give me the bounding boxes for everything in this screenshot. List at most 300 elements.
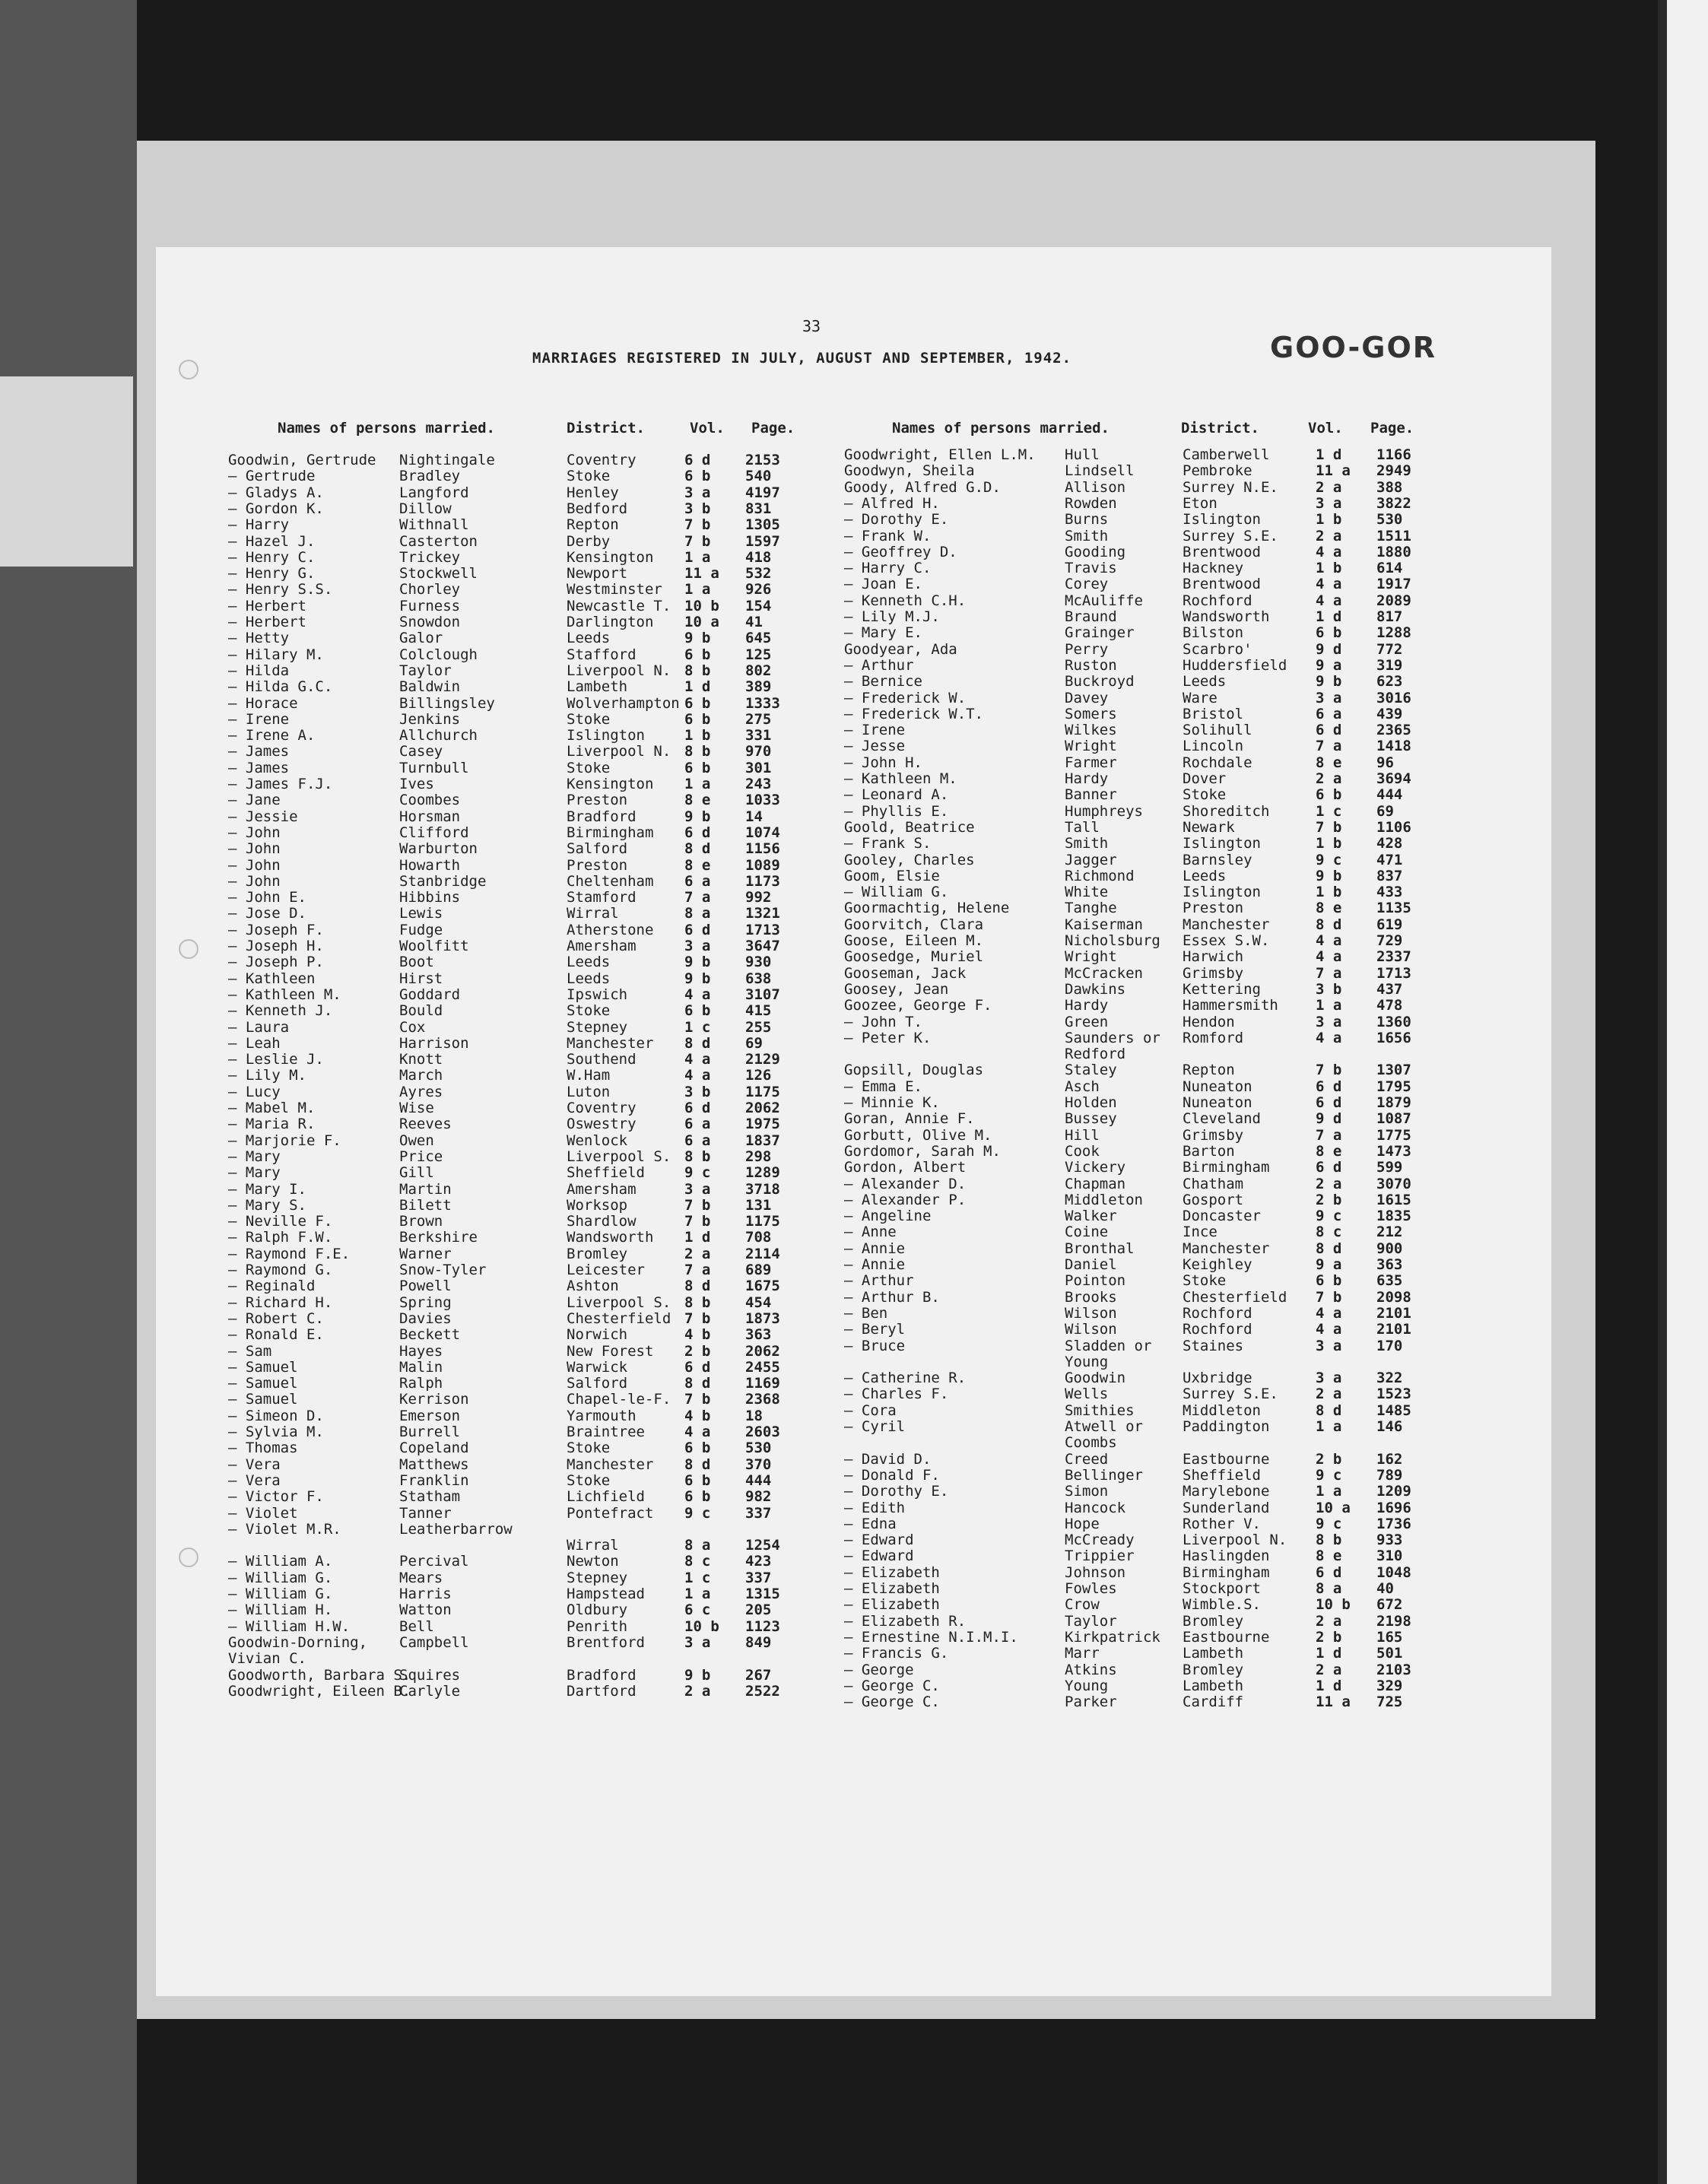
entry-volume: 6 b [1316,786,1342,804]
entry-district: Chatham [1183,1175,1244,1192]
entry-spouse: Chorley [399,581,461,598]
entry-name: — Ronald E. [228,1326,324,1344]
entry-district: Hampstead [567,1586,645,1602]
entry-name: — Arthur B. [844,1288,940,1306]
entry-spouse: Bronthal [1065,1240,1135,1257]
entry-district: Gosport [1183,1191,1244,1208]
entry-spouse: Franklin [399,1471,469,1489]
entry-district: Cleveland [1183,1110,1261,1128]
register-entry [228,534,837,550]
entry-spouse: Rowden [1065,494,1117,512]
entry-volume: 4 b [684,1326,711,1344]
entry-volume: 7 b [684,1213,711,1230]
entry-spouse: Lindsell [1065,462,1135,480]
entry-volume: 6 d [684,824,711,841]
entry-page: 319 [1376,656,1403,674]
entry-district: Manchester [1183,916,1270,933]
register-entry [228,792,837,808]
entry-volume: 10 a [684,614,719,630]
entry-page: 1880 [1376,543,1411,560]
entry-spouse: White [1065,884,1109,901]
entry-volume: 1 b [684,727,711,744]
entry-district: Marylebone [1183,1483,1270,1500]
entry-page: 2101 [1376,1321,1411,1338]
register-entry [228,1116,837,1132]
entry-volume: 9 c [1316,1208,1342,1225]
header-page-left: Page. [751,420,795,436]
entry-page: 2101 [1376,1304,1411,1322]
entry-volume: 3 a [684,484,711,501]
entry-spouse: Brooks [1065,1288,1117,1306]
entry-page: 255 [745,1018,772,1036]
entry-volume: 6 d [684,921,711,938]
entry-name: — Thomas [228,1440,298,1457]
entry-name: — Hilda G.C. [228,678,333,696]
register-entry [228,809,837,825]
entry-district: Pontefract [567,1504,654,1522]
entry-volume: 2 a [1316,1612,1342,1630]
entry-volume: 6 b [684,468,711,485]
entry-volume: 2 a [684,1245,711,1262]
entry-district: Wandsworth [567,1229,654,1246]
entry-name: Goodwyn, Sheila [844,462,975,480]
entry-page: 2114 [745,1245,780,1262]
entry-spouse: Vickery [1065,1159,1126,1176]
entry-district: Wirral [567,905,619,922]
entry-spouse: Simon [1065,1483,1109,1500]
entry-page: 708 [745,1229,772,1246]
entry-name: — Herbert [228,597,306,614]
entry-district: Stepney [567,1569,628,1586]
register-entry [228,1295,837,1311]
entry-page: 1123 [745,1617,780,1635]
entry-spouse: Kerrison [399,1391,469,1408]
entry-page: 2089 [1376,592,1411,609]
register-entry [844,1062,1452,1078]
entry-spouse: Gooding [1065,543,1126,560]
entry-volume: 7 b [684,1309,711,1327]
entry-district: Rochford [1183,1304,1252,1322]
entry-page: 243 [745,776,772,792]
register-entry [228,744,837,760]
register-entry [844,1435,1452,1451]
register-entry [228,1100,837,1116]
register-entry [228,468,837,484]
entry-volume: 6 b [684,1440,711,1457]
entry-volume: 3 b [684,500,711,517]
entry-spouse: Furness [399,597,461,614]
entry-name: — Joseph F. [228,921,324,938]
entry-district: Sunderland [1183,1499,1270,1516]
entry-spouse: Hardy [1065,770,1109,787]
entry-volume: 1 c [684,1569,711,1586]
entry-name: — Sylvia M. [228,1424,324,1440]
entry-volume: 8 e [1316,900,1342,917]
entry-page: 40 [1376,1580,1394,1597]
register-entry [228,938,837,954]
entry-spouse: Kirkpatrick [1065,1628,1160,1646]
entry-page: 1254 [745,1537,780,1554]
register-entry [844,755,1452,771]
entry-volume: 1 b [1316,835,1342,852]
register-entry [844,1160,1452,1176]
register-entry [228,679,837,695]
entry-name: — Frank W. [844,527,932,544]
entry-district: Islington [567,727,645,744]
entry-page: 1360 [1376,1013,1411,1030]
entry-name: — Violet [228,1504,298,1522]
entry-name: — Arthur [844,656,914,674]
entry-volume: 9 c [1316,851,1342,868]
register-entry [228,890,837,906]
entry-name: Goozee, George F. [844,997,992,1014]
entry-page: 212 [1376,1224,1403,1241]
entry-spouse: Asch [1065,1078,1100,1095]
entry-spouse: Atkins [1065,1661,1117,1678]
entry-volume: 3 a [1316,1013,1342,1030]
register-entry [228,1278,837,1294]
entry-spouse: Howarth [399,856,461,874]
entry-district: Penrith [567,1617,628,1635]
entry-district: Nuneaton [1183,1078,1252,1095]
entry-name: — Richard H. [228,1294,333,1311]
entry-name: — James [228,759,290,776]
entry-page: 831 [745,500,772,517]
entry-page: 1175 [745,1213,780,1230]
entry-district: Camberwell [1183,446,1270,463]
entry-name: — William G. [228,1569,333,1586]
entry-volume: 2 a [1316,770,1342,787]
register-entry [228,550,837,566]
entry-volume: 9 b [684,808,711,825]
register-entry [228,1262,837,1278]
entry-page: 1873 [745,1309,780,1327]
register-entry [228,1149,837,1165]
entry-page: 1175 [745,1083,780,1100]
entry-spouse: Allchurch [399,727,478,744]
entry-spouse: Corey [1065,576,1109,593]
header-vol-right: Vol. [1308,420,1343,436]
entry-page: 1305 [745,516,780,534]
entry-spouse: Warburton [399,840,478,858]
entry-district: Keighley [1183,1256,1252,1273]
entry-spouse: Atwell or [1065,1418,1143,1435]
entry-spouse: Richmond [1065,867,1135,884]
register-entry [228,1668,837,1684]
entry-district: Chesterfield [567,1309,671,1327]
entry-spouse: Trickey [399,548,461,566]
entry-page: 1485 [1376,1402,1411,1419]
entry-page: 1333 [745,694,780,712]
entry-district: Luton [567,1083,611,1100]
entry-name: — Elizabeth [844,1580,940,1597]
entry-district: Repton [567,516,619,534]
entry-volume: 3 a [1316,1337,1342,1354]
entry-name: — Hilda [228,662,290,679]
entry-spouse: Marr [1065,1645,1100,1662]
entry-name: — Frederick W. [844,689,967,706]
entry-district: Leeds [1183,867,1227,884]
entry-district: Stoke [1183,1272,1227,1290]
entry-name: — Jose D. [228,905,306,922]
register-entry [844,1614,1452,1630]
entry-spouse: Galor [399,630,443,647]
register-entry [228,1506,837,1522]
entry-page: 2103 [1376,1661,1411,1678]
register-entry [228,1246,837,1262]
entry-volume: 3 a [1316,689,1342,706]
header-vol-left: Vol. [690,420,725,436]
scanner-tab [0,376,133,567]
register-entry [844,674,1452,690]
entry-volume: 6 b [684,710,711,728]
entry-district: Wandsworth [1183,608,1270,625]
entry-district: Southend [567,1051,637,1068]
register-entry [844,852,1452,868]
entry-volume: 10 b [684,597,719,614]
entry-volume: 2 a [1316,478,1342,496]
entry-page: 444 [745,1471,772,1489]
entry-name: — Raymond F.E. [228,1245,351,1262]
entry-spouse: Malin [399,1358,443,1376]
register-entry [228,1198,837,1214]
entry-name: Vivian C. [228,1650,306,1668]
entry-name: — Reginald [228,1278,316,1295]
entry-district: Newcastle T. [567,597,671,614]
entry-spouse: Squires [399,1666,461,1684]
entry-volume: 6 d [1316,1094,1342,1111]
register-entry [844,1208,1452,1224]
register-entry [228,1424,837,1440]
entry-name: — Ralph F.W. [228,1229,333,1246]
entry-name: — Mary S. [228,1196,306,1214]
entry-spouse: Woolfitt [399,938,469,954]
entry-district: Manchester [1183,1240,1270,1257]
entry-name: Gorbutt, Olive M. [844,1126,992,1144]
entry-page: 1166 [1376,446,1411,463]
entry-name: — James F.J. [228,776,333,792]
entry-page: 69 [1376,802,1394,820]
entry-volume: 7 a [1316,738,1342,755]
entry-spouse: Davey [1065,689,1109,706]
entry-spouse: Price [399,1148,443,1165]
entry-spouse: Matthews [399,1455,469,1473]
entry-volume: 6 d [684,452,711,468]
entry-page: 310 [1376,1548,1403,1565]
entry-name: — Angeline [844,1208,932,1225]
entry-spouse: Bradley [399,468,461,485]
entry-volume: 9 b [684,630,711,647]
entry-volume: 8 d [684,1375,711,1392]
entry-district: Brentwood [1183,576,1261,593]
entry-page: 619 [1376,916,1403,933]
register-entry [228,696,837,712]
entry-page: 1307 [1376,1062,1411,1079]
entry-page: 478 [1376,997,1403,1014]
entry-volume: 7 b [684,1391,711,1408]
register-entry [844,625,1452,641]
entry-page: 1879 [1376,1094,1411,1111]
register-entry [844,1014,1452,1030]
entry-page: 126 [745,1067,772,1084]
entry-name: — Samuel [228,1391,298,1408]
entry-spouse: Goddard [399,986,461,1003]
entry-spouse: Staley [1065,1062,1117,1079]
entry-page: 1713 [745,921,780,938]
entry-spouse: Hancock [1065,1499,1126,1516]
register-entry [228,1602,837,1618]
entry-district: Liverpool N. [567,743,671,760]
entry-spouse: Hull [1065,446,1100,463]
entry-volume: 1 d [1316,446,1342,463]
entry-volume: 4 a [1316,1321,1342,1338]
entry-volume: 2 a [1316,1386,1342,1403]
entry-page: 1775 [1376,1126,1411,1144]
entry-district: Leicester [567,1262,645,1278]
entry-volume: 3 a [1316,494,1342,512]
entry-volume: 3 a [684,938,711,954]
punch-hole [179,1548,198,1567]
entry-page: 530 [1376,511,1403,529]
entry-spouse: Coombs [1065,1434,1117,1452]
entry-name: — Emma E. [844,1078,922,1095]
entry-spouse: Gill [399,1164,434,1182]
entry-district: Salford [567,840,628,858]
entry-volume: 4 a [1316,932,1342,949]
entry-district: Stoke [567,1471,611,1489]
entry-volume: 7 b [1316,1062,1342,1079]
entry-volume: 1 a [684,1586,711,1602]
entry-district: Stoke [567,468,611,485]
entry-page: 131 [745,1196,772,1214]
register-entry [228,663,837,679]
entry-volume: 8 e [1316,1142,1342,1160]
entry-page: 1089 [745,856,780,874]
entry-name: — Frederick W.T. [844,705,984,722]
entry-district: Stockport [1183,1580,1261,1597]
entry-page: 1511 [1376,527,1411,544]
entry-name: — Jessie [228,808,298,825]
entry-page: 267 [745,1666,772,1684]
entry-spouse: Martin [399,1180,452,1198]
entry-page: 69 [745,1034,763,1052]
register-entry [844,1273,1452,1289]
entry-district: Westminster [567,581,662,598]
entry-district: Salford [567,1375,628,1392]
register-entry [844,868,1452,884]
entry-name: Gordomor, Sarah M. [844,1142,1001,1160]
entry-page: 1315 [745,1586,780,1602]
entry-name: Goodwright, Ellen L.M. [844,446,1036,463]
entry-district: Nuneaton [1183,1094,1252,1111]
register-entry [844,1452,1452,1468]
entry-district: Brentford [567,1633,645,1651]
register-entry [844,982,1452,998]
entry-district: Rochford [1183,592,1252,609]
entry-district: Bromley [1183,1661,1244,1678]
entry-volume: 8 a [1316,1580,1342,1597]
entry-district: Atherstone [567,921,654,938]
entry-name: — Kathleen M. [844,770,957,787]
entry-district: Manchester [567,1455,654,1473]
entry-volume: 7 a [684,889,711,906]
entry-volume: 8 b [1316,1532,1342,1549]
register-entry [228,971,837,987]
entry-page: 1837 [745,1132,780,1149]
entry-spouse: Braund [1065,608,1117,625]
entry-name: — Gordon K. [228,500,324,517]
entry-name: — Lily M. [228,1067,306,1084]
register-entry [228,1651,837,1667]
register-entry [844,1322,1452,1338]
entry-page: 331 [745,727,772,744]
entry-spouse: Humphreys [1065,802,1143,820]
register-entry [228,452,837,468]
entry-volume: 4 a [684,1424,711,1440]
entry-volume: 6 a [1316,705,1342,722]
entry-spouse: Wise [399,1100,434,1116]
entry-name: — Leonard A. [844,786,949,804]
entry-spouse: Nicholsburg [1065,932,1160,949]
entry-district: Kettering [1183,980,1261,998]
entry-district: Wimble.S. [1183,1596,1261,1614]
register-entry [844,1290,1452,1306]
register-entry [844,642,1452,658]
entry-page: 3070 [1376,1175,1411,1192]
entry-volume: 7 b [1316,818,1342,836]
entry-page: 165 [1376,1628,1403,1646]
register-entry [844,1468,1452,1484]
entry-page: 540 [745,468,772,485]
entry-volume: 9 a [1316,1256,1342,1273]
register-entry [228,954,837,970]
register-entry [844,884,1452,900]
entry-volume: 8 c [1316,1224,1342,1241]
entry-district: Hammersmith [1183,997,1278,1014]
entry-district: Kensington [567,776,654,792]
entry-spouse: Casterton [399,532,478,550]
entry-spouse: Langford [399,484,469,501]
register-entry [844,1144,1452,1160]
entry-page: 900 [1376,1240,1403,1257]
entry-district: Stoke [567,710,611,728]
entry-district: Bedford [567,500,628,517]
entry-volume: 8 b [684,1294,711,1311]
entry-page: 1975 [745,1116,780,1133]
register-entry [228,1230,837,1246]
entry-page: 418 [745,548,772,566]
entry-page: 1033 [745,792,780,809]
register-entry [844,1646,1452,1662]
entry-spouse: Crow [1065,1596,1100,1614]
entry-spouse: Perry [1065,640,1109,658]
entry-page: 2198 [1376,1612,1411,1630]
entry-page: 1713 [1376,964,1411,982]
register-entry [844,1095,1452,1111]
entry-page: 125 [745,646,772,663]
entry-name: — Marjorie F. [228,1132,341,1149]
entry-page: 2522 [745,1682,780,1700]
entry-spouse: Carlyle [399,1682,461,1700]
header-names-left: Names of persons married. [278,420,495,436]
entry-name: — John H. [844,754,922,771]
entry-district: Newport [567,565,628,583]
entry-spouse: Snow-Tyler [399,1262,487,1278]
entry-spouse: Creed [1065,1450,1109,1468]
entry-name: — Henry G. [228,565,316,583]
entry-page: 162 [1376,1450,1403,1468]
scanner-background-left [0,0,137,2184]
